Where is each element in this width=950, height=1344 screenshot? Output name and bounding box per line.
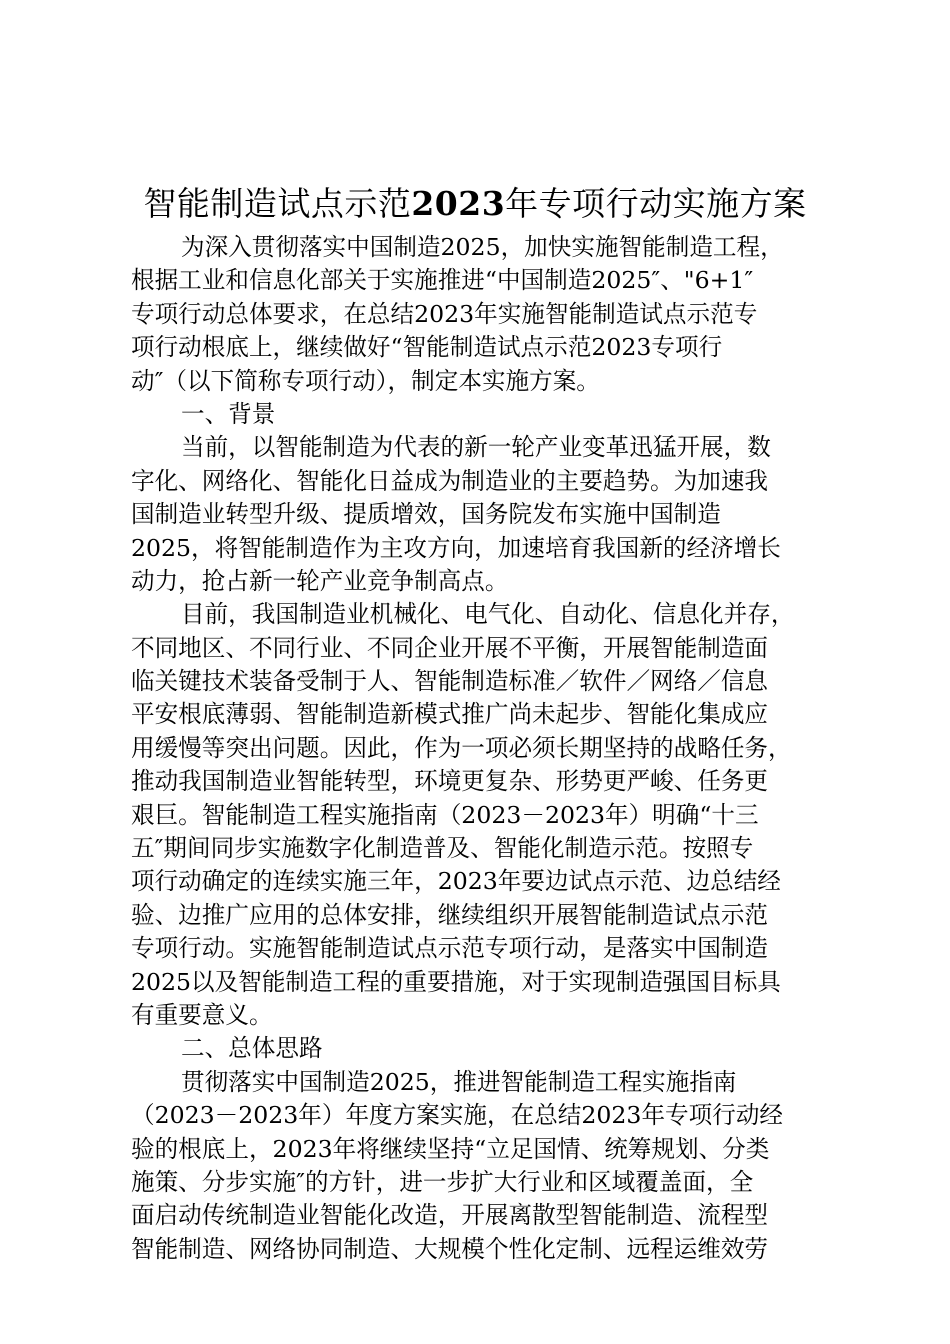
document-body bbox=[131, 231, 831, 1266]
text-line: 动″（以下简称专项行动），制定本实施方案。 bbox=[131, 366, 600, 395]
text-line: 验的根底上，2023年将继续坚持“立足国情、统筹规划、分类 bbox=[131, 1134, 770, 1163]
text-line: 为深入贯彻落实中国制造2025，加快实施智能制造工程， bbox=[181, 233, 784, 261]
text-line: 专项行动。实施智能制造试点示范专项行动，是落实中国制造 bbox=[131, 934, 769, 963]
text-line: 国制造业转型升级、提质增效，国务院发布实施中国制造 bbox=[131, 500, 721, 529]
text-line: 贯彻落实中国制造2025，推进智能制造工程实施指南 bbox=[181, 1067, 737, 1096]
text-line: 项行动根底上，继续做好“智能制造试点示范2023专项行 bbox=[131, 333, 723, 362]
text-line: 目前，我国制造业机械化、电气化、自动化、信息化并存， bbox=[181, 600, 795, 629]
text-line: 平安根底薄弱、智能制造新模式推广尚未起步、智能化集成应 bbox=[131, 700, 769, 729]
section-heading-overall-approach: 二、总体思路 bbox=[181, 1034, 323, 1063]
title-suffix: 年专项行动实施方案 bbox=[505, 184, 807, 223]
text-line: 用缓慢等突出问题。因此，作为一项必须长期坚持的战略任务， bbox=[131, 733, 792, 762]
text-line: 专项行动总体要求，在总结2023年实施智能制造试点示范专 bbox=[131, 299, 758, 328]
text-line: 当前，以智能制造为代表的新一轮产业变革迅猛开展，数 bbox=[181, 433, 771, 462]
text-line: 临关键技术装备受制于人、智能制造标准／软件／网络／信息 bbox=[131, 667, 769, 696]
text-line: 有重要意义。 bbox=[131, 1000, 273, 1029]
text-line: 智能制造、网络协同制造、大规模个性化定制、远程运维效劳 bbox=[131, 1234, 769, 1263]
document-title bbox=[0, 182, 950, 226]
text-line: 五″期间同步实施数字化制造普及、智能化制造示范。按照专 bbox=[131, 834, 754, 863]
text-line: 推动我国制造业智能转型，环境更复杂、形势更严峻、任务更 bbox=[131, 767, 769, 796]
text-line: 2025，将智能制造作为主攻方向，加速培育我国新的经济增长 bbox=[131, 533, 781, 562]
text-line: 验、边推广应用的总体安排，继续组织开展智能制造试点示范 bbox=[131, 900, 769, 929]
text-line: 不同地区、不同行业、不同企业开展不平衡，开展智能制造面 bbox=[131, 633, 769, 662]
section-heading-background: 一、背景 bbox=[181, 399, 276, 428]
text-line: （2023－2023年）年度方案实施，在总结2023年专项行动经 bbox=[131, 1101, 784, 1130]
text-line: 项行动确定的连续实施三年，2023年要边试点示范、边总结经 bbox=[131, 867, 781, 896]
title-prefix: 智能制造试点示范 bbox=[143, 184, 412, 223]
text-line: 面启动传统制造业智能化改造，开展离散型智能制造、流程型 bbox=[131, 1201, 769, 1230]
title-year: 2023 bbox=[411, 184, 506, 223]
text-line: 施策、分步实施″的方针，进一步扩大行业和区域覆盖面，全 bbox=[131, 1167, 754, 1196]
text-line: 字化、网络化、智能化日益成为制造业的主要趋势。为加速我 bbox=[131, 466, 769, 495]
text-line: 动力，抢占新一轮产业竞争制高点。 bbox=[131, 566, 509, 595]
text-line: 2025以及智能制造工程的重要措施，对于实现制造强国目标具 bbox=[131, 967, 781, 996]
text-line: 艰巨。智能制造工程实施指南（2023－2023年）明确“十三 bbox=[131, 800, 759, 829]
text-line: 根据工业和信息化部关于实施推进“中国制造2025″、"6+1″ bbox=[131, 266, 754, 295]
